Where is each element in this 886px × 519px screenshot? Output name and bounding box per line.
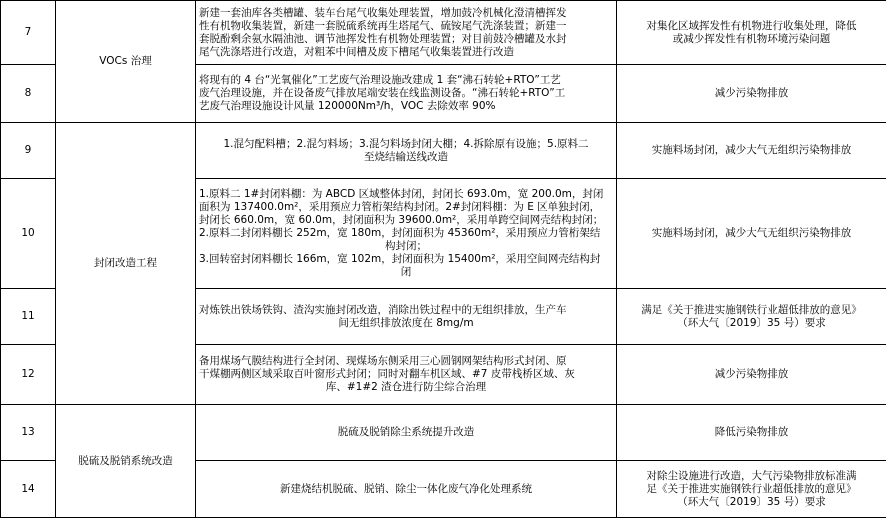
measure-line: 封闭长 660.0m，宽 60.0m，封闭面积为 39600.0m²，采用单跨空间网壳结构封闭； [199,214,604,226]
measure-line: 新建一套油库各类槽罐、装车台尾气收集处理装置，增加鼓冷机械化澄清槽挥发 [199,6,567,19]
measure-cell [196,405,617,461]
measure-line: 库、#1#2 渣仓进行防尘综合治理 [325,381,487,393]
row-number: 8 [1,65,56,123]
measure-line: 脱硫及脱销除尘系统提升改造 [337,426,475,438]
measure-line: 至烧结输送线改造 [364,150,448,163]
effect-line: 实施料场封闭，减少大气无组织污染物排放 [651,144,852,156]
effect-cell [617,1,886,65]
effect-cell [617,65,886,123]
effect-line: （环大气〔2019〕35 号）要求 [677,316,826,329]
measure-cell [196,345,617,405]
row-number: 9 [1,123,56,179]
effect-cell [617,123,886,179]
effect-line: 或减少挥发性有机物环境污染问题 [672,32,831,45]
measure-line: 艺废气治理设施设计风量 120000Nm³/h，VOC 去除效率 90% [199,100,496,112]
row-number: 12 [1,345,56,405]
effect-line: 降低污染物排放 [714,426,789,438]
measure-cell [196,461,617,518]
measure-line: 构封闭； [385,240,427,252]
effect-line: 减少污染物排放 [714,368,789,380]
effect-line: 足《关于推进实施钢铁行业超低排放的意见》 [646,482,857,495]
category-cell: 脱硫及脱销系统改造 [56,405,196,518]
table-row [1,1,886,65]
measure-line: 面积为 137400.0m²，采用预应力管桁架结构封闭。2#封闭料棚：为 E 区单独封闭， [199,201,601,213]
measure-line: 1.原料二 1#封闭料棚：为 ABCD 区域整体封闭，封闭长 693.0m，宽 200.0m，封闭 [199,188,604,200]
measure-line: 1.混匀配料槽；2.混匀料场；3.混匀料场封闭大棚；4.拆除原有设施；5.原料二 [223,137,589,150]
measure-cell [196,1,617,65]
measure-line: 2.原料二封闭料棚长 252m，宽 180m，封闭面积为 45360m²，采用预应力管桁架结 [199,227,601,239]
effect-cell [617,179,886,289]
effect-line: 满足《关于推进实施钢铁行业超低排放的意见》 [641,303,862,316]
effect-cell [617,405,886,461]
category-cell: VOCs 治理 [56,1,196,123]
category-cell: 封闭改造工程 [56,123,196,405]
table-row [1,405,886,461]
measure-line: 新建烧结机脱硫、脱销、除尘一体化废气净化处理系统 [280,482,532,495]
table-row [1,123,886,179]
measure-line: 干煤棚两侧区域采取百叶窗形式封闭；同时对翻车机区域、#7 皮带栈桥区域、灰 [199,368,575,380]
effect-line: （环大气〔2019〕35 号）要求 [677,495,826,508]
measure-line: 废气治理设施，并在设备废气排放尾端安装在线监测设备。“沸石转轮+RTO”工 [199,87,566,99]
effect-line: 对集化区域挥发性有机物进行收集处理，降低 [646,19,857,32]
measure-line: 3.回转窑封闭料棚长 166m，宽 102m，封闭面积为 15400m²，采用空间网壳结构封 [199,253,601,265]
measure-line: 套脱酚剩余氨水隔油池、调节池挥发性有机物处理装置；对目前鼓冷槽罐及水封 [199,32,567,45]
measure-line: 闭 [400,266,412,278]
measure-line: 将现有的 4 台“光氧催化”工艺废气治理设施改建成 1 套“沸石转轮+RTO”工艺 [199,74,561,86]
measure-line: 尾气洗涤塔进行改造，对粗苯中间槽及废下槽尾气收集装置进行改造 [199,45,514,58]
effect-line: 减少污染物排放 [714,87,789,99]
effect-line: 实施料场封闭，减少大气无组织污染物排放 [651,227,852,239]
effect-cell [617,289,886,345]
row-number: 14 [1,461,56,518]
row-number: 10 [1,179,56,289]
effect-cell [617,345,886,405]
measure-cell [196,179,617,289]
effect-line: 对除尘设施进行改造，大气污染物排放标准满 [646,469,857,482]
measure-cell [196,123,617,179]
measure-line: 备用煤场气膜结构进行全封闭、现煤场东侧采用三心圆钢网架结构形式封闭、原 [199,355,567,367]
row-number: 7 [1,1,56,65]
measure-line: 对炼铁出铁场铁钩、渣沟实施封闭改造，消除出铁过程中的无组织排放，生产车 [199,303,567,316]
measure-cell [196,289,617,345]
row-number: 11 [1,289,56,345]
measure-line: 性有机物收集装置，新建一套脱硫系统再生塔尾气、硫铵尾气洗涤装置；新建一 [199,19,567,32]
measure-line: 间无组织排放浓度在 8mg/m [338,316,474,329]
effect-cell [617,461,886,518]
row-number: 13 [1,405,56,461]
measure-cell [196,65,617,123]
